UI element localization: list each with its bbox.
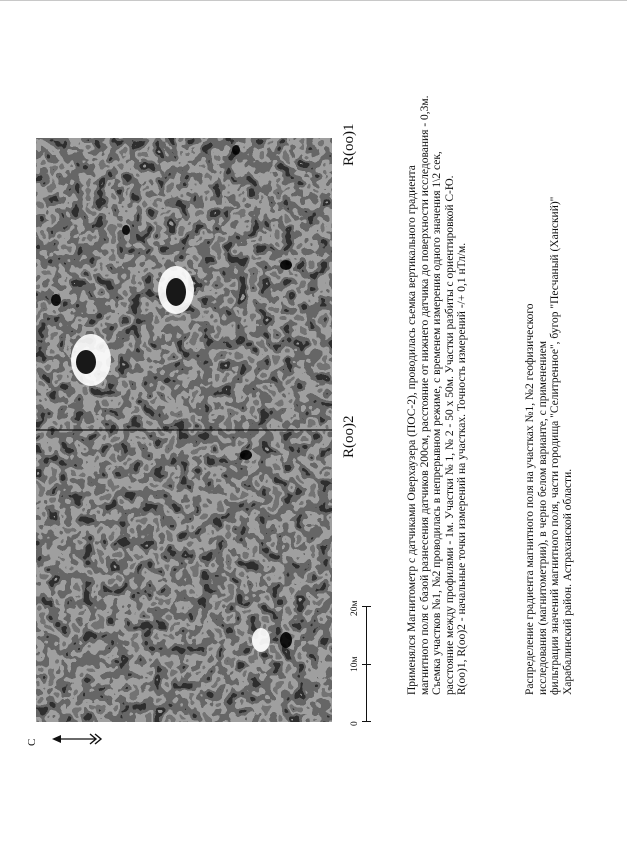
magnetic-anomaly	[166, 278, 186, 306]
caption-line: Харабалинский район. Астраханской области.	[561, 468, 574, 695]
north-label: С	[26, 738, 38, 746]
scale-tick-20	[362, 606, 371, 607]
magnetic-anomaly	[122, 225, 130, 235]
north-arrow	[52, 732, 104, 750]
magnetic-anomaly	[252, 628, 270, 652]
methodology-line: магнитного поля с базой разнесения датчиков 200см, расстояние от нижнего датчика до поверхности исследования - 0,3м.	[418, 95, 431, 695]
methodology-line: Съемка участков №1, №2 проводилась в непрерывном режиме, с временем измерения одного значения 1\2 сек,	[431, 151, 444, 695]
scale-tick-10	[362, 664, 371, 665]
magnetic-anomaly	[280, 632, 292, 648]
methodology-line: расстояние между профилями - 1м. Участки № 1, № 2 - 50 х 50м. Участки разбиты с ориентировкой С-Ю.	[443, 175, 456, 695]
point-label-r1: R(oo)1	[341, 123, 357, 166]
magnetic-anomaly	[280, 260, 292, 270]
scale-label-0: 0	[350, 721, 360, 726]
scale-tick-0	[362, 721, 371, 722]
caption-line: фильтрации значений магнитного поля, части городища "Селитренное", бугор "Песчаный (Ханский)"	[549, 196, 562, 695]
magnetic-anomaly	[232, 145, 240, 155]
methodology-text	[406, 95, 469, 695]
caption-line: Распределение градиента магнитного поля на участках №1, №2 геофизического	[524, 303, 536, 695]
magnetic-anomaly	[51, 294, 61, 306]
magnetic-gradient-map	[36, 138, 332, 722]
scale-label-20: 20м	[350, 600, 360, 616]
magnetic-anomaly	[240, 450, 252, 460]
figure-caption	[524, 197, 574, 695]
methodology-line: Применялся Магнитометр с датчиками Оверхаузера (ПОС-2), проводилась съемка вертикального градиента	[406, 165, 418, 695]
scale-label-10: 10м	[350, 656, 360, 672]
top-border	[0, 0, 627, 1]
north-arrow-icon	[52, 733, 104, 745]
magnetic-anomaly	[76, 350, 96, 374]
methodology-line: R(oo)1, R(oo)2 - начальные точки измерений на участках. Точность измерений -/+ 0,1 нТл/м.	[456, 242, 469, 695]
point-label-r2: R(oo)2	[341, 415, 357, 458]
caption-line: исследования (магнитометрии), в черно белом варианте, с применением	[536, 340, 549, 695]
